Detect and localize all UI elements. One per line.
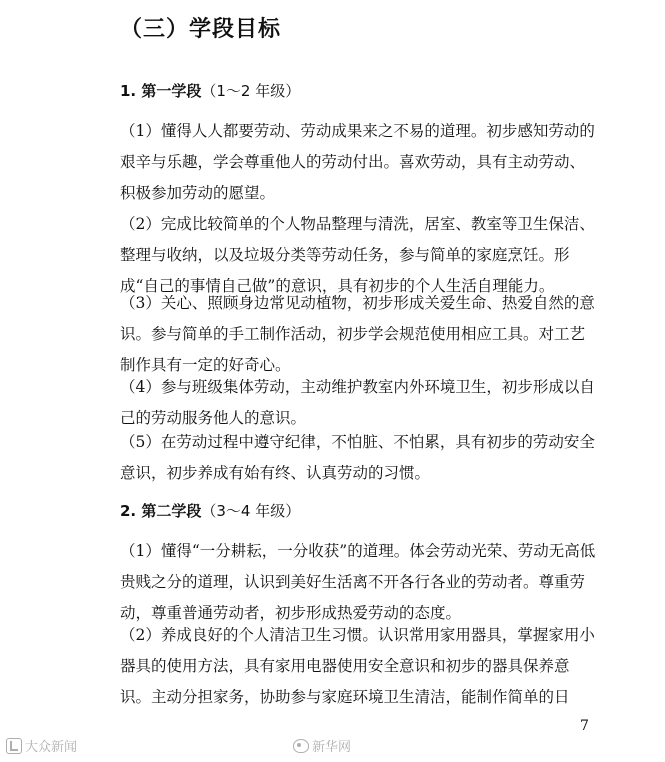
stage2-heading — [120, 500, 300, 521]
stage2-grade: （3～4 年级） — [201, 502, 301, 520]
stage1-heading — [120, 80, 300, 101]
weibo-icon — [293, 739, 309, 753]
news-logo-icon — [6, 738, 22, 754]
stage2-item-2: （2）养成良好的个人清洁卫生习惯。认识常用家用器具，掌握家用小器具的使用方法，具有家用电器使用安全意识和初步的器具保养意识。主动分担家务，协助参与家庭环境卫生清洁，能制作简单的日 — [120, 626, 595, 706]
stage1-item-5: （5）在劳动过程中遵守纪律，不怕脏、不怕累，具有初步的劳动安全意识，初步养成有始有终、认真劳动的习惯。 — [120, 433, 595, 482]
stage1-heading-label: 1. 第一学段 — [120, 82, 202, 100]
watermark-left-text: 大众新闻 — [25, 740, 78, 755]
watermark-left — [6, 736, 77, 755]
stage2-item-1: （1）懂得“一分耕耘，一分收获”的道理。体会劳动光荣、劳动无高低贵贱之分的道理，认识到美好生活离不开各行各业的劳动者。尊重劳动，尊重普通劳动者，初步形成热爱劳动的态度。 — [120, 542, 596, 622]
watermark-right-text: 新华网 — [312, 740, 352, 755]
page-number: 7 — [580, 718, 589, 734]
watermark-right — [293, 736, 351, 755]
stage1-item-4: （4）参与班级集体劳动，主动维护教室内外环境卫生，初步形成以自己的劳动服务他人的意识。 — [120, 378, 595, 427]
stage2-heading-label: 2. 第二学段 — [120, 502, 202, 520]
stage1-item-1: （1）懂得人人都要劳动、劳动成果来之不易的道理。初步感知劳动的艰辛与乐趣，学会尊重他人的劳动付出。喜欢劳动，具有主动劳动、积极参加劳动的愿望。 — [120, 122, 595, 202]
stage1-item-2: （2）完成比较简单的个人物品整理与清洗，居室、教室等卫生保洁、整理与收纳，以及垃圾分类等劳动任务，参与简单的家庭烹饪。形成“自己的事情自己做”的意识，具有初步的个人生活自理能力。 — [120, 215, 595, 295]
stage1-grade: （1～2 年级） — [201, 82, 301, 100]
section-title: （三）学段目标 — [120, 17, 282, 42]
stage1-item-3: （3）关心、照顾身边常见动植物，初步形成关爱生命、热爱自然的意识。参与简单的手工制作活动，初步学会规范使用相应工具。对工艺制作具有一定的好奇心。 — [120, 294, 595, 374]
